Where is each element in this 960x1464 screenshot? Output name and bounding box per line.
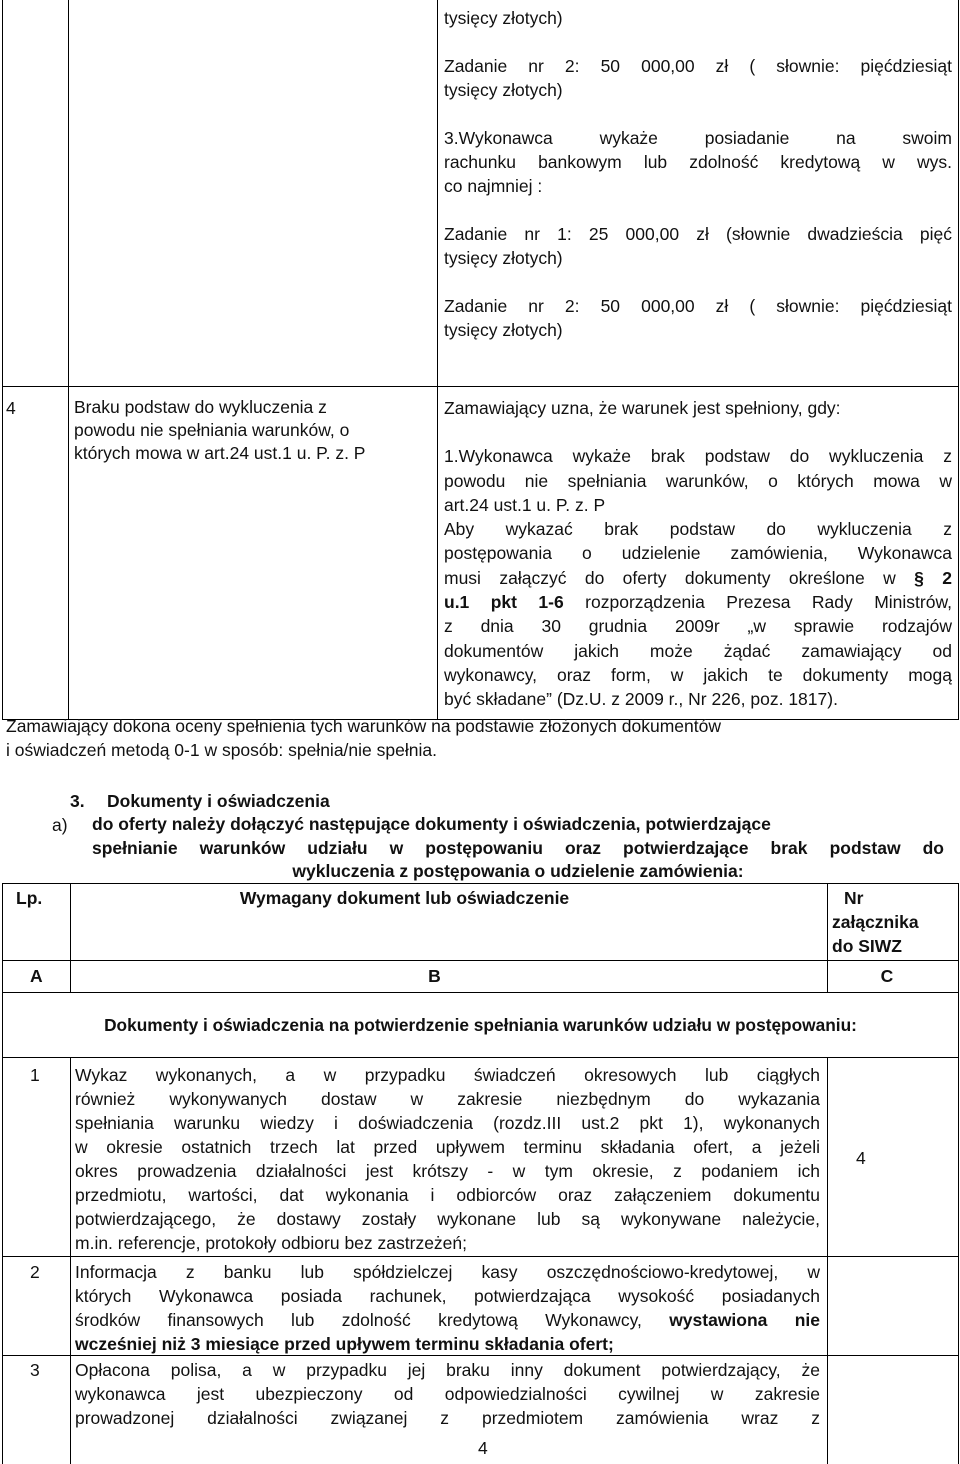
page-number: 4: [478, 1438, 488, 1458]
doc-table-border-right: [958, 883, 959, 1464]
top-table-border-left: [2, 0, 3, 720]
top-cell-content: [444, 6, 952, 342]
text-line: [444, 566, 952, 590]
column-header-attachment: [828, 886, 958, 958]
text-segment: środków finansowych lub zdolność kredytową Wykonawcy,: [75, 1310, 642, 1330]
table-row-1-document: [75, 1063, 820, 1255]
text-line: załącznika: [832, 912, 919, 932]
column-letter-b: B: [428, 966, 441, 986]
text-line: m.in. referencje, protokoły odbioru bez zastrzeżeń;: [75, 1233, 467, 1253]
text-line: z dnia 30 grudnia 2009r „w sprawie rodzajów: [444, 616, 952, 637]
text-line: wcześniej niż 3 miesiące przed upływem terminu składania ofert;: [75, 1334, 614, 1354]
text-line: potwierdzającego, że dostawy zostały wykonane lub są wykonywane należycie,: [75, 1209, 820, 1229]
top-table-divider-1: [68, 0, 69, 720]
text-line: do oferty należy dołączyć następujące dokumenty i oświadczenia, potwierdzające: [92, 814, 771, 834]
column-header-lp: Lp.: [16, 888, 43, 908]
doc-table-row-1-separator: [2, 1256, 959, 1257]
text-line: rachunku bankowym lub zdolność kredytową w wys.: [444, 152, 952, 172]
text-segment: musi załączyć do oferty dokumenty określone w: [444, 567, 896, 588]
text-line: spełniania warunku wiedzy i doświadczenia (rozdz.III ust.2 pkt 1), wykonanych: [75, 1113, 820, 1133]
text-line: Nr: [844, 888, 864, 908]
text-line: Zadanie nr 1: 25 000,00 zł (słownie dwadzieścia pięć: [444, 224, 952, 244]
text-segment: rozporządzenia Prezesa Rady Ministrów,: [585, 592, 952, 613]
text-line: tysięcy złotych): [444, 320, 563, 340]
text-line: tysięcy złotych): [444, 248, 563, 268]
row-4-number: 4: [6, 398, 16, 418]
regulation-reference: u.1 pkt 1-6: [444, 592, 564, 613]
table-row-1-lp: 1: [30, 1065, 40, 1085]
column-letter-c: C: [880, 966, 894, 986]
doc-table-top-border: [2, 883, 959, 884]
text-line: Aby wykazać brak podstaw do wykluczenia z: [444, 519, 952, 540]
text-line: Informacja z banku lub spółdzielczej kasy oszczędnościowo-kredytowej, w: [75, 1262, 820, 1282]
text-line: co najmniej :: [444, 176, 543, 196]
table-row-3-document: [75, 1358, 820, 1430]
text-line: okres prowadzenia działalności jest krótszy - w tym okresie, z podaniem ich: [75, 1161, 820, 1181]
top-table-divider-2: [437, 0, 438, 720]
text-line: Zamawiający uzna, że warunek jest spełniony, gdy:: [444, 398, 841, 418]
table-row-2-lp: 2: [30, 1262, 40, 1282]
regulation-reference: § 2: [914, 567, 952, 588]
text-line: powodu nie spełniania warunków, o których mowa w: [444, 470, 952, 491]
text-line: art.24 ust.1 u. P. z. P: [444, 494, 606, 515]
table-row-1-attachment-number: 4: [856, 1148, 866, 1168]
top-table-row-separator: [2, 386, 959, 387]
text-line: Zadanie nr 2: 50 000,00 zł ( słownie: pięćdziesiąt: [444, 56, 952, 76]
doc-table-border-left: [2, 883, 3, 1464]
table-row-3-lp: 3: [30, 1360, 40, 1380]
top-table-border-right: [958, 0, 959, 720]
row-4-label: [74, 396, 436, 465]
text-line: Zadanie nr 2: 50 000,00 zł ( słownie: pięćdziesiąt: [444, 296, 952, 316]
text-line: [75, 1308, 820, 1332]
text-line: przedmiotu, wartości, dat wykonania i odbiorców oraz załączeniem dokumentu: [75, 1185, 820, 1205]
text-line: Wykaz wykonanych, a w przypadku świadczeń okresowych lub ciągłych: [75, 1065, 820, 1085]
column-header-document: Wymagany dokument lub oświadczenie: [239, 888, 570, 908]
text-line: do SIWZ: [832, 936, 902, 956]
text-line: [444, 590, 952, 614]
text-line: spełnianie warunków udziału w postępowaniu oraz potwierdzające brak podstaw do: [92, 837, 944, 858]
text-line: powodu nie spełniania warunków, o: [74, 420, 350, 440]
section-3-number: 3.: [70, 791, 85, 811]
text-line: i oświadczeń metodą 0-1 w sposób: spełnia/nie spełnia.: [6, 740, 437, 760]
section-3a-text: [92, 813, 944, 884]
text-line: Braku podstaw do wykluczenia z: [74, 397, 327, 417]
text-line: których Wykonawca posiada rachunek, potwierdzająca wysokość posiadanych: [75, 1286, 820, 1306]
text-line: prowadzonej działalności związanej z przedmiotem zamówienia wraz z: [75, 1408, 820, 1428]
text-line: w okresie ostatnich trzech lat przed upływem terminu składania ofert, a jeżeli: [75, 1137, 820, 1157]
doc-table-header-separator: [2, 960, 959, 961]
text-line: wykonawca jest ubezpieczony od odpowiedzialności cywilnej w zakresie: [75, 1384, 820, 1404]
text-line: tysięcy złotych): [444, 80, 563, 100]
text-line: Zamawiający dokona oceny spełnienia tych warunków na podstawie złożonych dokumentów: [6, 716, 721, 736]
text-line: być składane” (Dz.U. z 2009 r., Nr 226, poz. 1817).: [444, 689, 838, 710]
text-line: których mowa w art.24 ust.1 u. P. z. P: [74, 443, 366, 463]
doc-table-section-separator: [2, 1057, 959, 1058]
text-segment: wystawiona nie: [669, 1310, 820, 1330]
text-line: dokumentów jakich może żądać zamawiający od: [444, 640, 952, 661]
text-line: wykluczenia z postępowania o udzielenie zamówienia:: [292, 861, 744, 881]
text-line: 1.Wykonawca wykaże brak podstaw do wykluczenia z: [444, 446, 952, 467]
section-3-title: Dokumenty i oświadczenia: [107, 791, 330, 811]
table-section-title: Dokumenty i oświadczenia na potwierdzenie spełniania warunków udziału w postępowaniu:: [104, 1015, 857, 1035]
text-line: postępowania o udzielenie zamówienia, Wykonawca: [444, 543, 952, 564]
text-line: również wykonywanych dostaw w zakresie niezbędnym do wykazania: [75, 1089, 820, 1109]
column-letter-a: A: [30, 966, 43, 986]
section-3a-label: a): [52, 815, 68, 835]
table-row-2-document: [75, 1260, 820, 1356]
doc-table-abc-separator: [2, 992, 959, 993]
doc-table-divider-2: [827, 1057, 828, 1464]
text-line: tysięcy złotych): [444, 8, 563, 28]
row-4-requirement: [444, 396, 952, 712]
assessment-paragraph: [6, 714, 906, 762]
text-line: wykonawcy, oraz form, w jakich te dokumenty mogą: [444, 664, 952, 685]
text-line: Opłacona polisa, a w przypadku jej braku inny dokument potwierdzający, że: [75, 1360, 820, 1380]
doc-table-divider-1: [70, 1057, 71, 1464]
text-line: 3.Wykonawca wykaże posiadanie na swoim: [444, 128, 952, 148]
